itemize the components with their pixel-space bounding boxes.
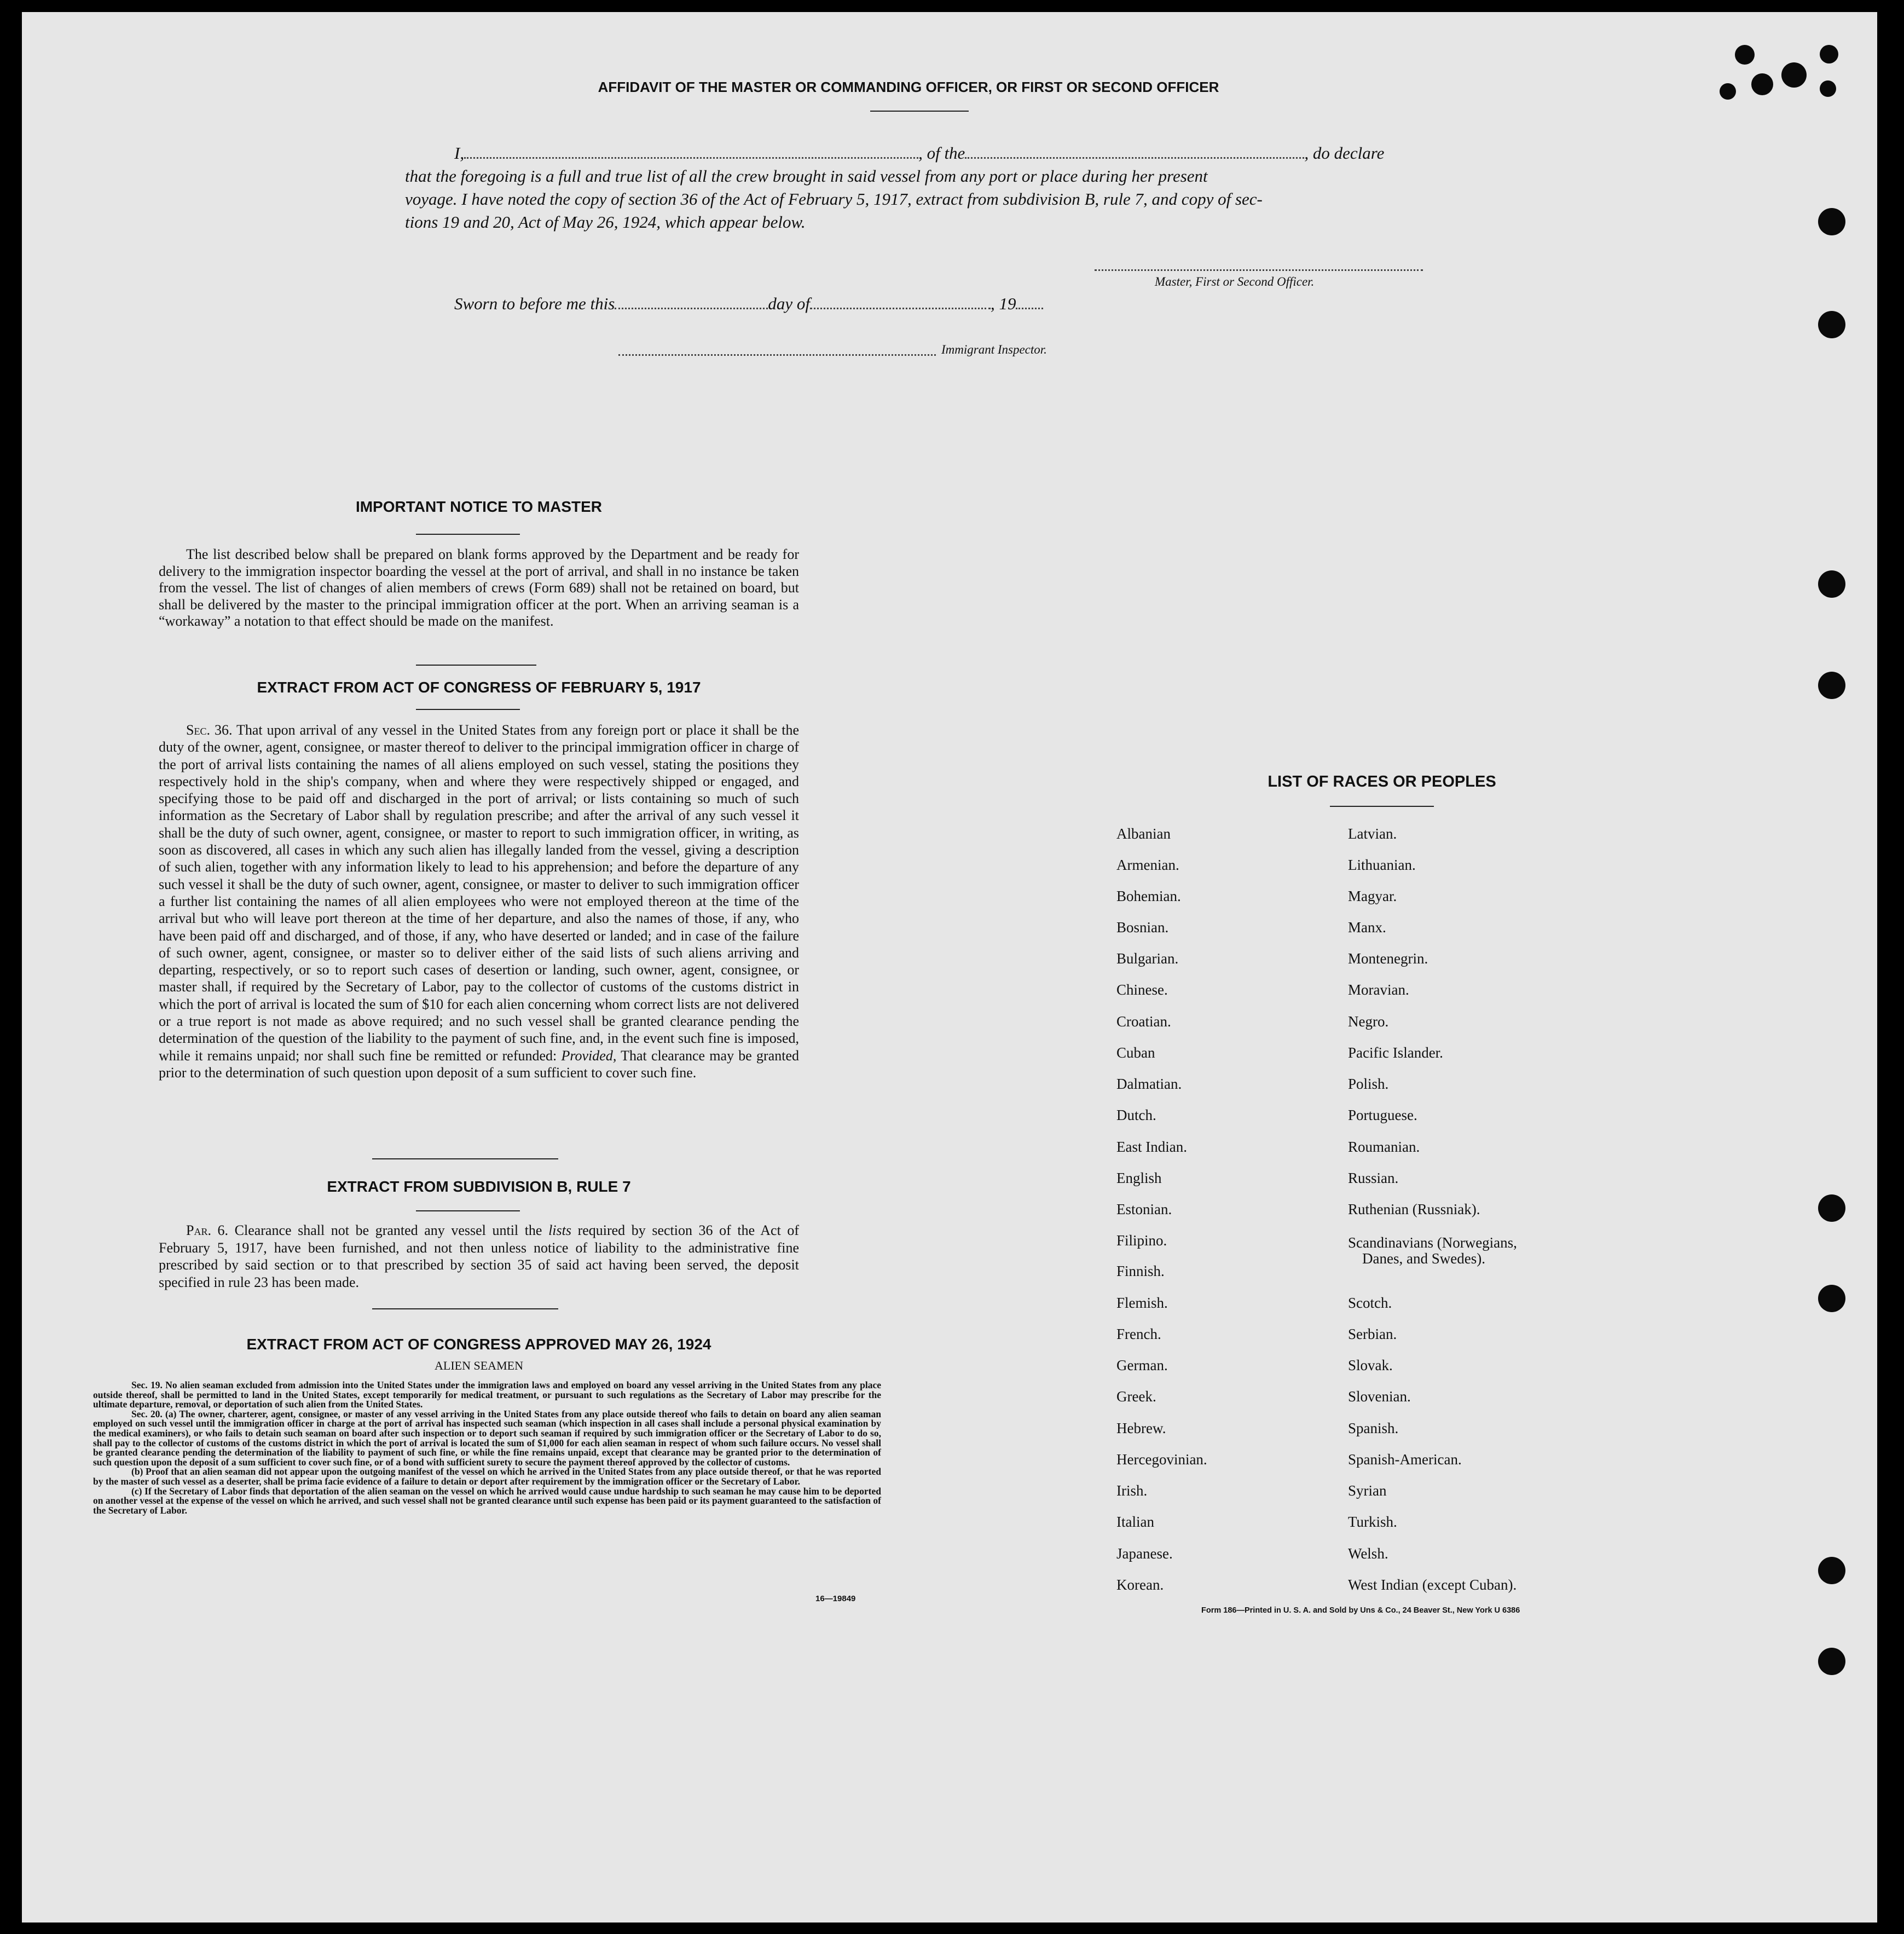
sec36-tail: That clearance may be granted prior to the determination of such question upon deposit of a sum sufficient to cover such fine. [159, 1047, 800, 1081]
sec20a-text: Sec. 20. (a) The owner, charterer, agent, consignee, or master of any vessel arriving in the United States from any place outside thereof who fails to detain on board any alien seaman employed on such vessel until the immigration officer in charge at the port of arrival has inspected such seaman (which inspection in all cases shall include a personal physical examination by the medical examiners), or who fails to detain such seaman on board after such inspection or to deport such seaman if required by such immigration officer or the Secretary of Labor to do so, shall pay to the collector of customs of the customs district in which the port of arrival is located the sum of $1,000 for each alien seaman in respect of whom such failure occurs. No vessel shall be granted clearance pending the determination of the liability to payment of such fine, or while the fine remains unpaid, except that clearance may be granted prior to the determination of such question upon the deposit of a sum sufficient to cover such fine, or of a bond with sufficient surety to secure the payment thereof approved by the collector of customs. [93, 1408, 881, 1468]
punch-hole [1818, 1285, 1845, 1312]
act-1924-body [93, 1381, 881, 1515]
race-item-left: Flemish. [1116, 1295, 1168, 1311]
affidavit-title: AFFIDAVIT OF THE MASTER OR COMMANDING OFFICER, OR FIRST OR SECOND OFFICER [598, 79, 1219, 95]
race-item-left: French. [1116, 1326, 1161, 1342]
race-item-left: Hercegovinian. [1116, 1451, 1207, 1468]
race-item-left: Bohemian. [1116, 888, 1181, 904]
act-1924-subtitle: ALIEN SEAMEN [435, 1359, 523, 1372]
race-item-right: Magyar. [1348, 888, 1397, 904]
race-item-right: Spanish. [1348, 1420, 1399, 1436]
race-item-left: Albanian [1116, 825, 1171, 842]
race-item-right: Welsh. [1348, 1545, 1388, 1562]
race-item-left: East Indian. [1116, 1139, 1187, 1155]
sworn-line [454, 294, 1043, 314]
race-item-left: Estonian. [1116, 1201, 1172, 1217]
punch-hole [1818, 1648, 1845, 1675]
punch-hole [1820, 80, 1836, 97]
form-footer: Form 186—Printed in U. S. A. and Sold by Uns & Co., 24 Beaver St., New York U 6386 [1201, 1606, 1520, 1615]
affidavit-line-4: tions 19 and 20, Act of May 26, 1924, which appear below. [405, 212, 806, 232]
race-item-right: Scotch. [1348, 1295, 1392, 1311]
divider [372, 1308, 558, 1309]
race-item-right: Lithuanian. [1348, 857, 1416, 873]
race-item-right: Negro. [1348, 1013, 1389, 1030]
year-text: , 19 [990, 294, 1016, 313]
punch-hole [1720, 83, 1736, 100]
divider [870, 111, 969, 112]
document-page [22, 12, 1877, 1923]
sec36-text: That upon arrival of any vessel in the United States from any foreign port or place it shall be the duty of the owner, agent, consignee, or master thereof to deliver to the principal immigration officer in charge of the port of arrival lists containing the names of all aliens employed on such vessel, stating the positions they respectively hold in the ship's company, when and where they were respectively shipped or engaged, and specifying those to be paid off and discharged in the port of arrival; or lists containing so much of such information as the Secretary of Labor shall by regulation prescribe; and after the arrival of any such vessel it shall be the duty of such owner, agent, consignee, or master to report to such immigration officer, in writing, as soon as discovered, all cases in which any such alien has illegally landed from the vessel, giving a description of such alien, together with any information likely to lead to his apprehension; and before the departure of any such vessel it shall be the duty of such owner, agent, consignee, or master to deliver to such immigration officer a further list containing the names of all alien employees who were not employed thereon at the time of the arrival but who will leave port thereon at the time of her departure, and also the names of those, if any, who have been paid off and discharged, and of those, if any, who have deserted or landed; and in case of the failure of such owner, agent, consignee, or master so to deliver either of the said lists of such aliens arriving and departing, respectively, or so to report such cases of desertion or landing, such owner, agent, consignee, or master shall, if required by the Secretary of Labor, pay to the collector of customs of the customs district in which the port of arrival is located the sum of $10 for each alien concerning whom correct lists are not delivered or a true report is not made as above required; and no such vessel shall be granted clearance pending the determination of the question of the liability to the payment of such fine, and, in the event such fine is imposed, while it remains unpaid; nor shall such fine be remitted or refunded: [159, 722, 800, 1064]
race-item-right: Syrian [1348, 1482, 1387, 1499]
race-item-right: West Indian (except Cuban). [1348, 1577, 1517, 1593]
race-item-left: Dalmatian. [1116, 1076, 1182, 1092]
race-item-left: Chinese. [1116, 982, 1168, 998]
race-item-left: German. [1116, 1357, 1168, 1373]
race-item-left: Armenian. [1116, 857, 1179, 873]
punch-hole [1818, 311, 1845, 338]
race-item-left: Hebrew. [1116, 1420, 1166, 1436]
race-item-left: Bosnian. [1116, 919, 1169, 936]
notice-title: IMPORTANT NOTICE TO MASTER [355, 498, 603, 515]
year-blank [1016, 308, 1043, 309]
divider [416, 534, 520, 535]
affidavit-of-the: , of the [918, 143, 965, 163]
race-item-right: Pacific Islander. [1348, 1044, 1443, 1061]
extract-1917-body [159, 721, 799, 1081]
vessel-blank [965, 157, 1304, 159]
race-item-left: English [1116, 1170, 1162, 1186]
race-item-left: Finnish. [1116, 1263, 1165, 1279]
race-item-left: Greek. [1116, 1388, 1156, 1405]
race-item-right: Latvian. [1348, 825, 1397, 842]
inspector-label: Immigrant Inspector. [941, 343, 1047, 356]
rule7-text-b: required by section 36 of the Act of February 5, 1917, have been furnished, and not then unless notice of liability to the administrative fine prescribed by said section or to that prescribed by section 35 of said act having been served, the deposit specified in rule 23 has been made. [159, 1222, 800, 1290]
extract-1917-title: EXTRACT FROM ACT OF CONGRESS OF FEBRUARY 5, 1917 [257, 679, 701, 696]
race-item-right: Ruthenian (Russniak). [1348, 1201, 1480, 1217]
officer-signature-line [1095, 269, 1423, 271]
race-item-right: Portuguese. [1348, 1107, 1417, 1123]
punch-hole [1818, 1557, 1845, 1584]
inspector-signature-line [618, 354, 936, 356]
sec36-label: Sec. 36. [186, 722, 233, 738]
sec19-text: Sec. 19. No alien seaman excluded from admission into the United States under the immigration laws and employed on board any vessel arriving in the United States from any place outside thereof, shall be permitted to land in the United States, except temporarily for medical treatment, or pursuant to such regulations as the Secretary of Labor may prescribe for the ultimate departure, removal, or deportation of such alien from the United States. [93, 1379, 881, 1410]
sec20b-text: (b) Proof that an alien seaman did not appear upon the outgoing manifest of the vessel on which he arrived in the United States from any place outside thereof, or that he was reported by the master of such vessel as a deserter, shall be prima facie evidence of a failure to detain or deport after requirement by the immigration officer or the Secretary of Labor. [93, 1466, 881, 1487]
race-item-left: Italian [1116, 1514, 1154, 1530]
affidavit-line-3: voyage. I have noted the copy of section 36 of the Act of February 5, 1917, extract from subdivision B, rule 7, and copy of sec- [405, 189, 1263, 209]
race-item-left: Dutch. [1116, 1107, 1156, 1123]
race-item-right: Danes, and Swedes). [1362, 1250, 1485, 1267]
rule7-text-a: Clearance shall not be granted any vessel until the [234, 1222, 542, 1238]
race-item-right: Polish. [1348, 1076, 1389, 1092]
divider [1330, 806, 1434, 807]
officer-label: Master, First or Second Officer. [1155, 275, 1315, 288]
affidavit-i: I, [454, 143, 465, 163]
month-blank [810, 308, 991, 309]
race-item-left: Korean. [1116, 1577, 1164, 1593]
act-1924-title: EXTRACT FROM ACT OF CONGRESS APPROVED MAY 26, 1924 [246, 1336, 711, 1353]
punch-hole [1818, 1194, 1845, 1222]
divider [416, 1210, 520, 1211]
race-item-right: Slovak. [1348, 1357, 1393, 1373]
divider [416, 709, 520, 710]
divider [416, 665, 536, 666]
affidavit-line-1 [454, 143, 1461, 163]
race-item-right: Spanish-American. [1348, 1451, 1462, 1468]
punch-hole [1818, 570, 1845, 598]
rule7-body [159, 1222, 799, 1291]
race-item-right: Turkish. [1348, 1514, 1397, 1530]
race-item-left: Filipino. [1116, 1232, 1167, 1249]
race-item-right: Manx. [1348, 919, 1386, 936]
affidavit-do-declare: , do declare [1304, 143, 1385, 163]
race-item-right: Montenegrin. [1348, 950, 1428, 967]
sworn-text: Sworn to before me this [454, 294, 615, 313]
sec20c-text: (c) If the Secretary of Labor finds that deportation of the alien seaman on the vessel on which he arrived would cause undue hardship to such seaman he may cause him to be deported on another vessel at the expense of the vessel on which he arrived, and such vessel shall not be granted clearance until such expense has been paid or its payment guaranteed to the satisfaction of the Secretary of Labor. [93, 1485, 881, 1516]
race-item-right: Slovenian. [1348, 1388, 1411, 1405]
notice-body: The list described below shall be prepared on blank forms approved by the Department and be ready for delivery to the immigration inspector boarding the vessel at the port of arrival, and shall in no instance be taken from the vessel. The list of changes of alien members of crews (Form 689) shall not be retained on board, but shall be delivered by the master to the principal immigration officer at the port. When an arriving seaman is a “workaway” a notation to that effect should be made on the manifest. [159, 546, 799, 629]
lists-word: lists [548, 1222, 571, 1238]
race-item-right: Scandinavians (Norwegians, [1348, 1234, 1517, 1251]
name-blank [464, 157, 918, 159]
day-blank [615, 308, 768, 309]
par6-label: Par. 6. [186, 1222, 229, 1238]
punch-hole [1820, 45, 1838, 63]
day-of-text: day of [768, 294, 810, 313]
punch-hole [1751, 73, 1773, 95]
rule7-title: EXTRACT FROM SUBDIVISION B, RULE 7 [327, 1178, 631, 1195]
punch-hole [1781, 62, 1807, 88]
punch-hole [1818, 208, 1845, 235]
race-item-right: Russian. [1348, 1170, 1399, 1186]
race-item-left: Croatian. [1116, 1013, 1171, 1030]
race-item-left: Bulgarian. [1116, 950, 1179, 967]
punch-hole [1818, 672, 1845, 699]
punch-hole [1735, 45, 1755, 65]
race-item-right: Serbian. [1348, 1326, 1397, 1342]
race-item-left: Cuban [1116, 1044, 1155, 1061]
divider [372, 1158, 558, 1159]
race-item-right: Moravian. [1348, 982, 1409, 998]
race-item-left: Irish. [1116, 1482, 1148, 1499]
race-item-right: Roumanian. [1348, 1139, 1420, 1155]
races-title: LIST OF RACES OR PEOPLES [1268, 773, 1496, 790]
provided-text: Provided, [561, 1047, 617, 1064]
form-code: 16—19849 [815, 1594, 856, 1603]
race-item-left: Japanese. [1116, 1545, 1173, 1562]
affidavit-line-2: that the foregoing is a full and true list of all the crew brought in said vessel from any port or place during her present [405, 166, 1208, 186]
